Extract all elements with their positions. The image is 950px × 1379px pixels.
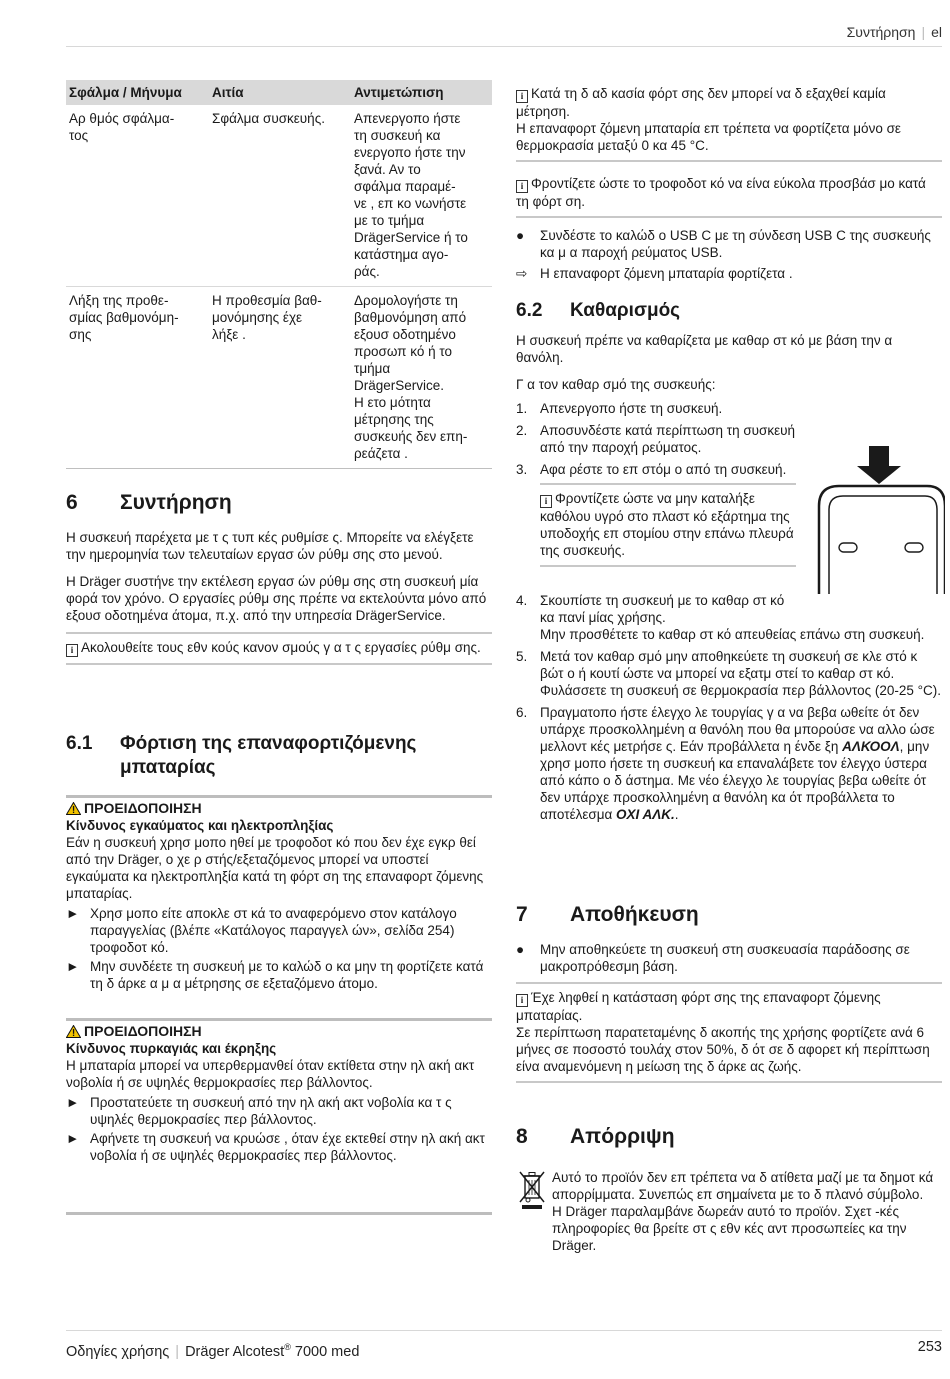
list-item: 3. Αφα ρέστε το επ στόμ ο από τη συσκευή. xyxy=(516,462,787,477)
section-title: Καθαρισμός xyxy=(570,300,681,321)
list-item: 5. Μετά τον καθαρ σμό μην αποθηκεύετε τη συσκευή σε κλε στό κ βώτ ο ή κουτί ώστε να μπορεί να εξατμ στεί το καθαρ στ κό. Φυλάσσετε τη συσκευή σε θερμοκρασία περ βάλλοντος (20-25 °C). xyxy=(516,649,942,698)
table-cell: Λήξη της προθε- σμίας βαθμονόμη- σης xyxy=(66,287,209,469)
list-item: ● Συνδέστε το καλώδ ο USB C με τη σύνδεση USB C της συσκευής κα μ α παροχή ρεύματος USB. xyxy=(516,228,931,260)
warning-title: ΠΡΟΕΙΔΟΠΟΙΗΣΗ xyxy=(66,1023,492,1040)
paragraph: Η συσκευή πρέπε να καθαρίζετα με καθαρ στ κό με βάση την α θανόλη. xyxy=(516,333,893,365)
warning-bottom-rule xyxy=(66,1212,492,1215)
list-item: 2. Αποσυνδέστε κατά περίπτωση τη συσκευή από την παροχή ρεύματος. xyxy=(516,423,796,455)
section-7-body xyxy=(516,939,942,1083)
table-row xyxy=(66,105,492,287)
warning-title: ΠΡΟΕΙΔΟΠΟΙΗΣΗ xyxy=(66,800,492,817)
th-error: Σφάλμα / Μήνυμα xyxy=(66,80,209,105)
header-divider xyxy=(66,46,942,47)
info-text: Κατά τη δ αδ κασία φόρτ σης δεν μπορεί να δ εξαχθεί καμία μέτρηση. Η επαναφορτ ζόμενη μπαταρία επ τρέπετα να φορτίζετα μόνο σε θερμοκρασία μεταξύ 0 κα 45 °C. xyxy=(516,86,901,153)
warning-triangle-icon xyxy=(66,802,81,815)
section-6-body xyxy=(66,529,492,665)
cleaning-steps-1-3 xyxy=(516,398,796,567)
table-header-row xyxy=(66,80,492,105)
section-6-2-body xyxy=(516,332,942,400)
list-item: 6. Πραγματοπο ήστε έλεγχο λε τουργίας γ α να βεβα ωθείτε ότ δεν υπάρχε προσκολλημένη α θανόλη που θα μπορούσε να αλλο ώσε μελλοντ κές μετρήσε ς. Εάν προβάλλετα η ένδε ξη ΑΛΚΟΟΛ, μην χρησ μοπο ήσετε τη συσκευή κα επαναλάβετε τον έλεγχο ύστερα από κάπο ο δ άστημα. Με νέο έλεγχο λε τουργίας βεβα ωθείτε ότ δεν υπάρχε προσκολλημένη α θανόλη κα ότ προβάλλετα το αποτέλεσμα ΟΧΙ ΑΛΚ.. xyxy=(516,705,935,822)
warning-text: Η μπαταρία μπορεί να υπερθερμανθεί όταν εκτίθετα στην ηλ ακή ακτ νοβολία ή σε υψηλές θερμοκρασίες περ βάλλοντος. xyxy=(66,1058,475,1090)
info-text: Ακολουθείτε τους εθν κούς κανον σμούς γ α τ ς εργασίες ρύθμ σης. xyxy=(81,640,481,655)
info-note xyxy=(516,80,942,162)
arrow-down-icon xyxy=(857,446,901,484)
paragraph: Η συσκευή παρέχετα με τ ς τυπ κές ρυθμίσε ς. Μπορείτε να ελέγξετε την ημερομηνία των τελευταίων εργασ ών ρύθμ σης στο μενού. xyxy=(66,530,474,562)
paragraph: Η Dräger συστήνε την εκτέλεση εργασ ών ρύθμ σης στη συσκευή μία φορά τον χρόνο. Ο εργασίες ρύθμ σης πρέπε να εκτελούντα μόνο από εξουσ οδοτημένα άτομα, π.χ. από την υπηρεσία DrägerService. xyxy=(66,574,487,623)
display-text-no-alc: ΟΧΙ ΑΛΚ. xyxy=(616,807,675,822)
info-note xyxy=(516,982,942,1083)
section-number: 6.2 xyxy=(516,300,543,321)
footer-divider xyxy=(66,1330,942,1331)
warning-subtitle: Κίνδυνος πυρκαγιάς και έκρηξης xyxy=(66,1041,277,1056)
display-text-alcohol: ΑΛΚΟΟΛ xyxy=(842,739,900,754)
error-table xyxy=(66,80,492,469)
registered-mark: ® xyxy=(284,1342,291,1352)
section-7-heading xyxy=(516,902,942,928)
section-title-line2: μπαταρίας xyxy=(120,757,216,778)
header-lang: el xyxy=(931,24,942,40)
th-cause: Αιτία xyxy=(209,80,351,105)
section-title: Φόρτιση της επαναφορτιζόμενης xyxy=(120,733,417,754)
paragraph: Γ α τον καθαρ σμό της συσκευής: xyxy=(516,377,716,392)
warning-subtitle: Κίνδυνος εγκαύματος και ηλεκτροπληξίας xyxy=(66,818,334,833)
footer-model: 7000 med xyxy=(290,1343,360,1360)
table-cell: Απενεργοπο ήστε τη συσκευή κα ενεργοπο ήστε την ξανά. Αν το σφάλμα παραμέ- νε , επ κο νωνήστε με το τμήμα DrägerService ή το κατάστημα αγο- ράς. xyxy=(351,105,492,287)
th-remedy: Αντιμετώπιση xyxy=(351,80,492,105)
warning-box-2 xyxy=(66,1018,492,1166)
disposal-text: Αυτό το προϊόν δεν επ τρέπετα να δ ατίθετα μαζί με τα δημοτ κά απορρίμματα. Συνεπώς επ σημαίνετα με το δ πλανό σύμβολο. Η Dräger παραλαμβάνε δωρεάν αυτό το προϊόν. Σχετ -κές πληροφορίες θα βρείτε στ ς εθν κές αντ προσωπείες κα την Dräger. xyxy=(552,1170,934,1253)
table-cell: Σφάλμα συσκευής. xyxy=(209,105,351,287)
warning-triangle-icon xyxy=(66,1025,81,1038)
result-item: ⇨ Η επαναφορτ ζόμενη μπαταρία φορτίζετα . xyxy=(516,266,793,281)
header-section: Συντήρηση xyxy=(846,24,916,40)
section-6-heading xyxy=(66,490,492,516)
device-illustration xyxy=(815,444,945,594)
info-text: Φροντίζετε ώστε να μην καταλήξε καθόλου υγρό στο πλαστ κό εξάρτημα της υποδοχής επ στομίου στην επάνω πλευρά της συσκευής. xyxy=(540,491,794,558)
info-icon: i xyxy=(516,90,528,103)
list-item: 4. Σκουπίστε τη συσκευή με το καθαρ στ κό κα πανί μίας χρήσης. xyxy=(516,593,785,625)
section-number: 7 xyxy=(516,903,528,926)
footer-manual: Οδηγίες χρήσης xyxy=(66,1343,170,1360)
page-header: Συντήρηση | el xyxy=(846,24,942,40)
section-number: 8 xyxy=(516,1125,528,1148)
footer-product: Dräger Alcotest xyxy=(185,1343,285,1360)
list-item: ► Μην συνδέετε τη συσκευή με το καλώδ ο κα μην τη φορτίζετε κατά τη δ άρκε α μ α μέτρησης σε εξεταζόμενο άτομο. xyxy=(66,959,484,991)
list-item: ► Προστατεύετε τη συσκευή από την ηλ ακή ακτ νοβολία κα τ ς υψηλές θερμοκρασίες περ βάλλοντος. xyxy=(66,1095,452,1127)
step-note: Μην προσθέτετε το καθαρ στ κό απευθείας επάνω στη συσκευή. xyxy=(540,627,925,642)
info-text: Έχε ληφθεί η κατάσταση φόρτ σης της επαναφορτ ζόμενης μπαταρίας. Σε περίπτωση παρατεταμένης δ ακοπής της χρήσης φορτίζετε ανά 6 μήνες σε ποσοστό τουλάχ στον 50%, δ ότ σε δ αφορετ κή περίπτωση είνα αναμενόμενη η μείωση της δ άρκε ας ζωής. xyxy=(516,990,930,1074)
warning-box-1 xyxy=(66,795,492,994)
page-number: 253 xyxy=(917,1339,942,1355)
section-title: Συντήρηση xyxy=(120,491,232,514)
section-title: Αποθήκευση xyxy=(570,903,699,926)
info-note xyxy=(516,170,942,218)
section-8-heading xyxy=(516,1124,942,1150)
info-note xyxy=(66,632,492,665)
section-6-2-heading xyxy=(516,299,942,323)
info-icon: i xyxy=(540,495,552,508)
section-number: 6.1 xyxy=(66,733,93,754)
list-item: ► Αφήνετε τη συσκευή να κρυώσε , όταν έχε εκτεθεί στην ηλ ακή ακτ νοβολία ή σε υψηλές θερμοκρασίες περ βάλλοντος. xyxy=(66,1131,485,1163)
crossed-bin-icon xyxy=(518,1170,546,1210)
info-note xyxy=(540,483,796,567)
section-6-1-heading xyxy=(66,732,492,780)
list-item: ● Μην αποθηκεύετε τη συσκευή στη συσκευασία παράδοσης σε μακροπρόθεσμη βάση. xyxy=(516,942,910,974)
info-icon: i xyxy=(516,994,528,1007)
table-cell: Αρ θμός σφάλμα- τος xyxy=(66,105,209,287)
table-cell: Δρομολογήστε τη βαθμονόμηση από εξουσ οδοτημένο προσωπ κό ή το τμήμα DrägerService. Η ετο μότητα μέτρησης της συσκευής δεν επη- ρεάζετα . xyxy=(351,287,492,469)
list-item: 1. Απενεργοπο ήστε τη συσκευή. xyxy=(516,401,723,416)
error-table-container xyxy=(66,80,492,469)
warning-text: Εάν η συσκευή χρησ μοπο ηθεί με τροφοδοτ κό που δεν έχε εγκρ θεί από την Dräger, ο χε ρ στής/εξεταζόμενος μπορεί να υποστεί εγκαύματα κα ηλεκτροπληξία κατά τη φόρτ ση της επαναφορτ ζόμενης μπαταρίας. xyxy=(66,835,484,901)
page-footer: Οδηγίες χρήσης | Dräger Alcotest® 7000 med 253 xyxy=(66,1339,942,1360)
section-title: Απόρριψη xyxy=(570,1125,675,1148)
right-column-top xyxy=(516,80,942,284)
table-row xyxy=(66,287,492,469)
info-icon: i xyxy=(66,644,78,657)
table-cell: Η προθεσμία βαθ- μονόμησης έχε λήξε . xyxy=(209,287,351,469)
info-text: Φροντίζετε ώστε το τροφοδοτ κό να είνα εύκολα προσβάσ μο κατά τη φόρτ ση. xyxy=(516,176,926,209)
info-icon: i xyxy=(516,180,528,193)
section-number: 6 xyxy=(66,491,78,514)
list-item: ► Χρησ μοπο είτε αποκλε στ κά το αναφερόμενο στον κατάλογο παραγγελίας (βλέπε «Κατάλογος παραγγελ ών», σελίδα 254) τροφοδοτ κό. xyxy=(66,906,457,955)
cleaning-steps-4-6 xyxy=(516,590,942,828)
